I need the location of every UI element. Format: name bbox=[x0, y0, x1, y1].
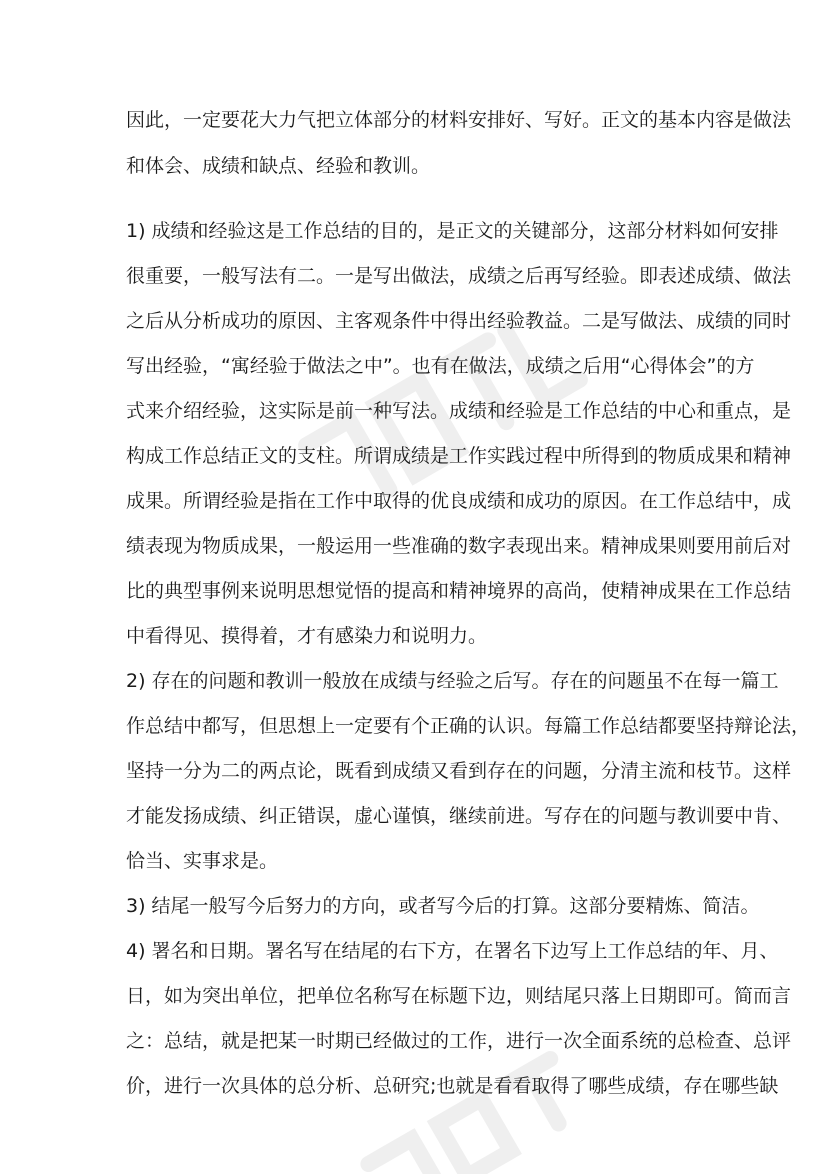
paragraph-line: 式来介绍经验，这实际是前一种写法。成绩和经验是工作总结的中心和重点，是 bbox=[126, 400, 792, 422]
paragraph-line: 比的典型事例来说明思想觉悟的提高和精神境界的高尚，使精神成果在工作总结 bbox=[126, 580, 792, 602]
paragraph-line: 和体会、成绩和缺点、经验和教训。 bbox=[126, 155, 431, 177]
paragraph-line: 构成工作总结正文的支柱。所谓成绩是工作实践过程中所得到的物质成果和精神 bbox=[126, 445, 792, 467]
paragraph-line: 4) 署名和日期。署名写在结尾的右下方，在署名下边写上工作总结的年、月、 bbox=[126, 940, 779, 962]
paragraph-line: 因此，一定要花大力气把立体部分的材料安排好、写好。正文的基本内容是做法 bbox=[126, 109, 792, 131]
paragraph-line: 之后从分析成功的原因、主客观条件中得出经验教益。二是写做法、成绩的同时 bbox=[126, 310, 792, 332]
paragraph-line: 价，进行一次具体的总分析、总研究;也就是看看取得了哪些成绩，存在哪些缺 bbox=[126, 1075, 779, 1097]
paragraph-line: 2) 存在的问题和教训一般放在成绩与经验之后写。存在的问题虽不在每一篇工 bbox=[126, 670, 779, 692]
paragraph-line: 1) 成绩和经验这是工作总结的目的，是正文的关键部分，这部分材料如何安排 bbox=[126, 220, 779, 242]
paragraph-line: 3) 结尾一般写今后努力的方向，或者写今后的打算。这部分要精炼、简洁。 bbox=[126, 895, 760, 917]
paragraph-line: 坚持一分为二的两点论，既看到成绩又看到存在的问题，分清主流和枝节。这样 bbox=[126, 760, 792, 782]
paragraph-line: 日，如为突出单位，把单位名称写在标题下边，则结尾只落上日期即可。简而言 bbox=[126, 985, 792, 1007]
paragraph-line: 写出经验，“寓经验于做法之中”。也有在做法，成绩之后用“心得体会”的方 bbox=[126, 355, 755, 377]
paragraph-line: 绩表现为物质成果，一般运用一些准确的数字表现出来。精神成果则要用前后对 bbox=[126, 535, 792, 557]
paragraph-line: 之：总结，就是把某一时期已经做过的工作，进行一次全面系统的总检查、总评 bbox=[126, 1030, 792, 1052]
paragraph-line: 中看得见、摸得着，才有感染力和说明力。 bbox=[126, 625, 488, 647]
paragraph-line: 恰当、实事求是。 bbox=[126, 850, 279, 872]
paragraph-line: 成果。所谓经验是指在工作中取得的优良成绩和成功的原因。在工作总结中，成 bbox=[126, 490, 792, 512]
paragraph-line: 很重要，一般写法有二。一是写出做法，成绩之后再写经验。即表述成绩、做法 bbox=[126, 265, 792, 287]
paragraph-line: 才能发扬成绩、纠正错误，虚心谨慎，继续前进。写存在的问题与教训要中肯、 bbox=[126, 805, 792, 827]
paragraph-line: 作总结中都写，但思想上一定要有个正确的认识。每篇工作总结都要坚持辩论法， bbox=[126, 715, 811, 737]
